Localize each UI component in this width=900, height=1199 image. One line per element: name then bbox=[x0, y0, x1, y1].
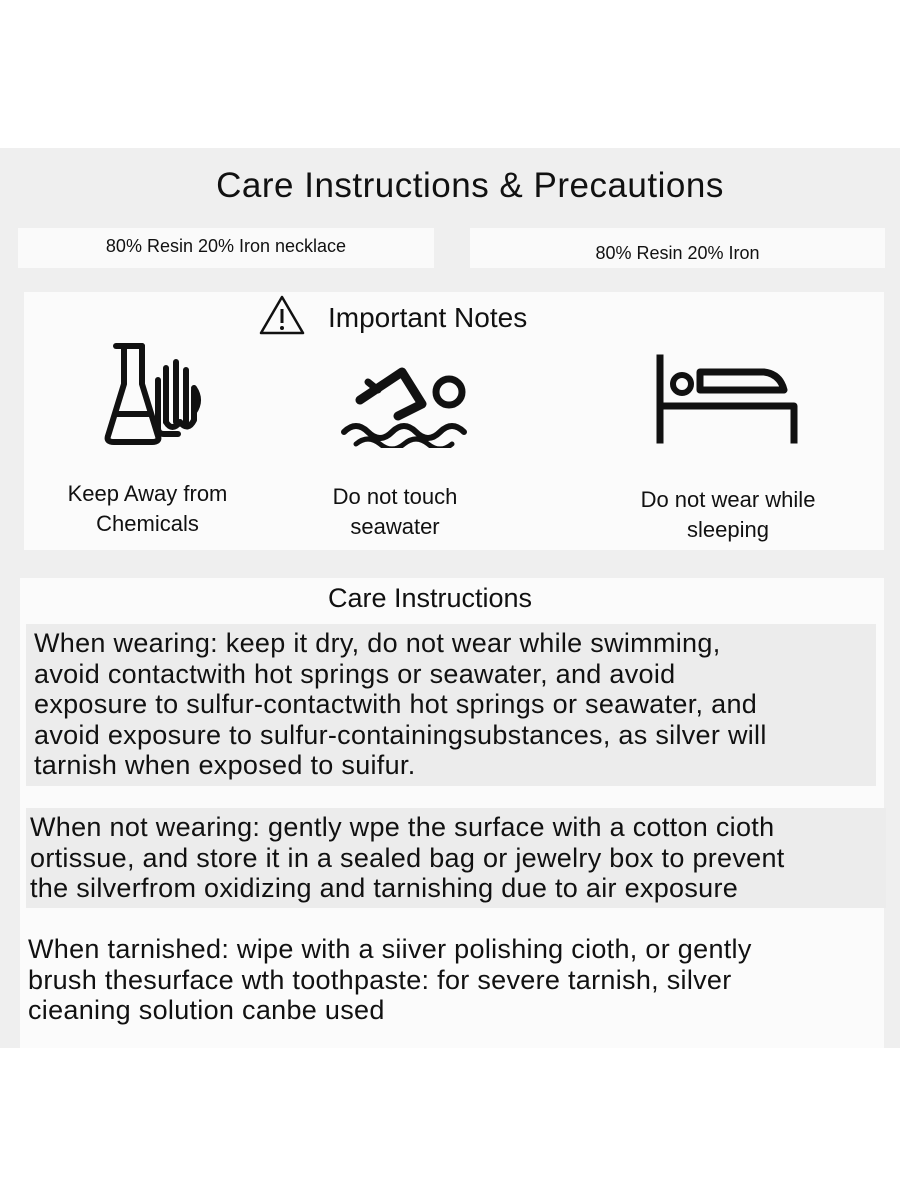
bed-icon bbox=[654, 354, 804, 446]
important-notes-header bbox=[258, 294, 527, 342]
paragraph-label: When tarnished bbox=[28, 934, 222, 964]
care-paragraph-not-wearing: When not wearing: gently wpe the surface with a cotton cioth ortissue, and store it in a sealed bag or jewelry box to prevent the silverfrom oxidizing and tarnishing due to air exposure bbox=[26, 808, 886, 908]
note-label-chemicals: Keep Away from Chemicals bbox=[67, 481, 228, 536]
material-label-right: 80% Resin 20% Iron bbox=[470, 228, 885, 268]
warning-triangle-icon bbox=[258, 294, 306, 343]
note-label-seawater: Do not touch seawater bbox=[332, 484, 458, 539]
paragraph-label: When wearing: bbox=[34, 628, 218, 658]
material-label-left: 80% Resin 20% Iron necklace bbox=[18, 228, 434, 268]
care-paragraph-wearing: When wearing: keep it dry, do not wear while swimming, avoid contactwith hot springs or seawater, and avoid exposure to sulfur-contactwith hot springs or seawater, and avoid exposure to sulfur-containingsubstances, as silver will tarnish when exposed to suifur. bbox=[26, 624, 876, 786]
paragraph-label: When not wearing: bbox=[30, 812, 261, 842]
page-title: Care Instructions & Precautions bbox=[216, 166, 724, 205]
care-instructions-heading: Care Instructions bbox=[327, 583, 533, 613]
swimmer-icon bbox=[338, 352, 473, 448]
care-paragraph-tarnished: When tarnished: wipe with a siiver polishing cioth, or gently brush thesurface wth toothpaste: for severe tarnish, silver cieaning solution canbe used bbox=[28, 934, 752, 1025]
chemical-flask-icon bbox=[102, 340, 207, 448]
note-label-sleeping: Do not wear while sleeping bbox=[640, 487, 816, 542]
important-notes-heading: Important Notes bbox=[328, 302, 528, 333]
